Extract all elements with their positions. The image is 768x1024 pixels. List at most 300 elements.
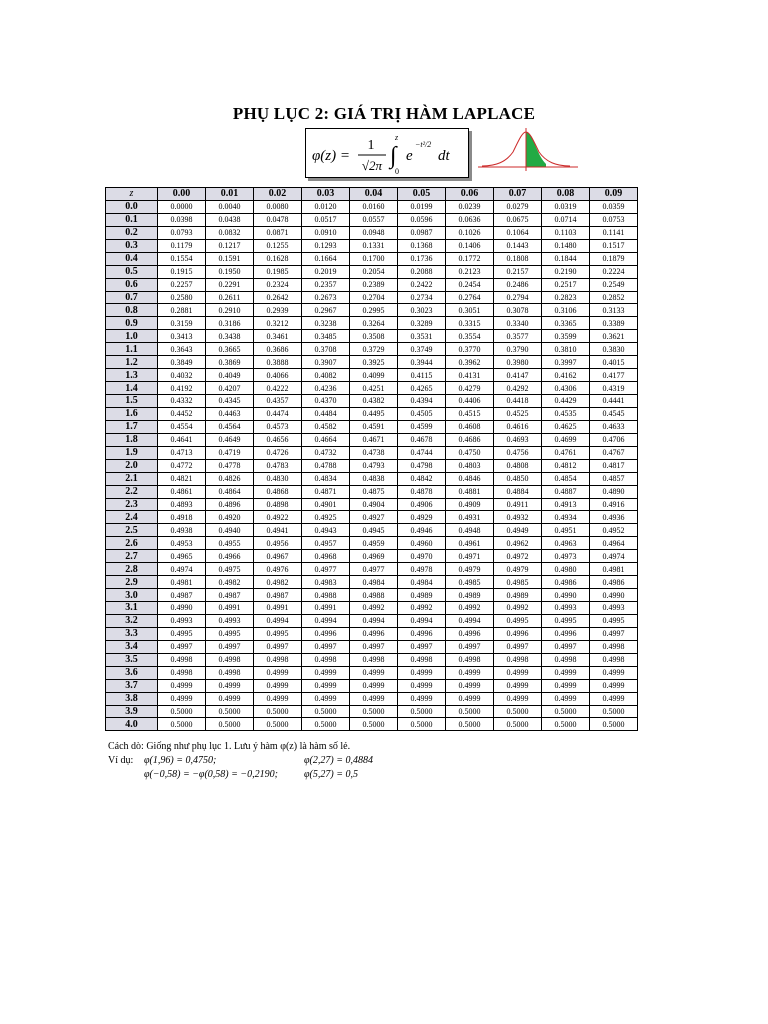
table-cell: 0.3438 (206, 330, 254, 343)
table-cell: 0.2549 (590, 278, 638, 291)
table-cell: 0.2910 (206, 304, 254, 317)
table-cell: 0.3389 (590, 317, 638, 330)
column-header: 0.07 (494, 188, 542, 201)
table-cell: 0.4616 (494, 420, 542, 433)
table-cell: 0.4857 (590, 472, 638, 485)
table-cell: 0.4649 (206, 433, 254, 446)
table-cell: 0.3485 (302, 330, 350, 343)
z-value-cell: 2.9 (106, 576, 158, 589)
table-cell: 0.4997 (398, 640, 446, 653)
table-cell: 0.0714 (542, 213, 590, 226)
table-cell: 0.4370 (302, 395, 350, 408)
table-cell: 0.4998 (254, 653, 302, 666)
table-cell: 0.1064 (494, 226, 542, 239)
table-cell: 0.4964 (590, 537, 638, 550)
table-cell: 0.5000 (446, 705, 494, 718)
table-cell: 0.3413 (158, 330, 206, 343)
table-cell: 0.2088 (398, 265, 446, 278)
table-cell: 0.4099 (350, 369, 398, 382)
z-value-cell: 2.6 (106, 537, 158, 550)
table-cell: 0.1985 (254, 265, 302, 278)
table-cell: 0.4793 (350, 459, 398, 472)
table-cell: 0.3830 (590, 343, 638, 356)
table-cell: 0.1950 (206, 265, 254, 278)
table-cell: 0.0080 (254, 200, 302, 213)
table-cell: 0.4998 (206, 653, 254, 666)
table-cell: 0.1217 (206, 239, 254, 252)
column-header: 0.05 (398, 188, 446, 201)
table-row (106, 602, 638, 615)
formula-lhs: φ(z) = (312, 148, 350, 164)
table-cell: 0.5000 (254, 705, 302, 718)
table-cell: 0.4997 (590, 627, 638, 640)
table-row (106, 356, 638, 369)
table-cell: 0.4999 (350, 679, 398, 692)
note-line (108, 740, 350, 754)
formula-exponent: −t²/2 (415, 140, 432, 149)
z-value-cell: 3.9 (106, 705, 158, 718)
table-cell: 0.3238 (302, 317, 350, 330)
table-cell: 0.4963 (542, 537, 590, 550)
z-value-cell: 1.7 (106, 420, 158, 433)
formula-numerator: 1 (367, 138, 375, 153)
table-cell: 0.4941 (254, 524, 302, 537)
table-cell: 0.4554 (158, 420, 206, 433)
table-cell: 0.4812 (542, 459, 590, 472)
example-2: φ(2,27) = 0,4884 (304, 755, 373, 766)
table-cell: 0.4998 (302, 653, 350, 666)
table-cell: 0.3159 (158, 317, 206, 330)
table-cell: 0.4265 (398, 382, 446, 395)
table-cell: 0.0239 (446, 200, 494, 213)
z-value-cell: 1.1 (106, 343, 158, 356)
table-cell: 0.4706 (590, 433, 638, 446)
table-cell: 0.4890 (590, 485, 638, 498)
table-cell: 0.4999 (542, 692, 590, 705)
table-cell: 0.4920 (206, 511, 254, 524)
table-cell: 0.4738 (350, 446, 398, 459)
table-cell: 0.2995 (350, 304, 398, 317)
table-cell: 0.3621 (590, 330, 638, 343)
table-cell: 0.4971 (446, 550, 494, 563)
table-cell: 0.4838 (350, 472, 398, 485)
integral-sign: ∫ (390, 143, 397, 169)
table-cell: 0.3289 (398, 317, 446, 330)
table-cell: 0.4131 (446, 369, 494, 382)
table-cell: 0.0000 (158, 200, 206, 213)
table-cell: 0.1480 (542, 239, 590, 252)
table-cell: 0.4821 (158, 472, 206, 485)
table-cell: 0.2852 (590, 291, 638, 304)
table-cell: 0.4981 (590, 563, 638, 576)
formula-denominator: √2π (361, 158, 383, 173)
table-cell: 0.2389 (350, 278, 398, 291)
table-cell: 0.4972 (494, 550, 542, 563)
table-cell: 0.4999 (350, 666, 398, 679)
table-row (106, 563, 638, 576)
table-cell: 0.4997 (446, 640, 494, 653)
table-cell: 0.4817 (590, 459, 638, 472)
table-cell: 0.4961 (446, 537, 494, 550)
table-cell: 0.5000 (254, 718, 302, 731)
table-cell: 0.4922 (254, 511, 302, 524)
table-cell: 0.4960 (398, 537, 446, 550)
table-cell: 0.4699 (542, 433, 590, 446)
table-cell: 0.4999 (494, 692, 542, 705)
table-cell: 0.0910 (302, 226, 350, 239)
table-cell: 0.4996 (542, 627, 590, 640)
table-cell: 0.4842 (398, 472, 446, 485)
table-cell: 0.4996 (302, 627, 350, 640)
table-cell: 0.0948 (350, 226, 398, 239)
table-cell: 0.2019 (302, 265, 350, 278)
z-value-cell: 0.5 (106, 265, 158, 278)
table-cell: 0.4999 (206, 692, 254, 705)
table-cell: 0.4992 (446, 602, 494, 615)
table-cell: 0.4993 (590, 602, 638, 615)
table-cell: 0.4985 (446, 576, 494, 589)
table-cell: 0.3106 (542, 304, 590, 317)
table-cell: 0.2486 (494, 278, 542, 291)
table-cell: 0.4236 (302, 382, 350, 395)
table-cell: 0.2224 (590, 265, 638, 278)
table-cell: 0.4656 (254, 433, 302, 446)
table-cell: 0.4995 (590, 614, 638, 627)
table-cell: 0.4998 (158, 666, 206, 679)
table-cell: 0.1700 (350, 252, 398, 265)
table-cell: 0.4938 (158, 524, 206, 537)
table-cell: 0.4985 (494, 576, 542, 589)
table-cell: 0.2794 (494, 291, 542, 304)
table-cell: 0.4998 (494, 653, 542, 666)
z-value-cell: 2.8 (106, 563, 158, 576)
table-cell: 0.4999 (206, 679, 254, 692)
table-cell: 0.2704 (350, 291, 398, 304)
table-cell: 0.4505 (398, 407, 446, 420)
table-cell: 0.4997 (350, 640, 398, 653)
z-value-cell: 1.9 (106, 446, 158, 459)
table-row (106, 537, 638, 550)
table-cell: 0.2357 (302, 278, 350, 291)
table-cell: 0.4911 (494, 498, 542, 511)
table-row (106, 407, 638, 420)
table-cell: 0.0636 (446, 213, 494, 226)
table-cell: 0.5000 (158, 718, 206, 731)
table-row (106, 433, 638, 446)
table-cell: 0.4992 (350, 602, 398, 615)
z-column-header: z (106, 188, 158, 201)
table-row (106, 640, 638, 653)
table-cell: 0.4783 (254, 459, 302, 472)
table-cell: 0.4999 (446, 679, 494, 692)
table-cell: 0.4222 (254, 382, 302, 395)
table-cell: 0.3340 (494, 317, 542, 330)
table-cell: 0.5000 (398, 705, 446, 718)
z-value-cell: 2.1 (106, 472, 158, 485)
table-cell: 0.4641 (158, 433, 206, 446)
table-cell: 0.4967 (254, 550, 302, 563)
table-cell: 0.4997 (158, 640, 206, 653)
table-cell: 0.4975 (206, 563, 254, 576)
table-cell: 0.4495 (350, 407, 398, 420)
table-cell: 0.4996 (446, 627, 494, 640)
table-row (106, 576, 638, 589)
z-value-cell: 1.6 (106, 407, 158, 420)
table-cell: 0.2673 (302, 291, 350, 304)
table-cell: 0.1255 (254, 239, 302, 252)
table-cell: 0.0438 (206, 213, 254, 226)
table-cell: 0.3264 (350, 317, 398, 330)
table-cell: 0.4535 (542, 407, 590, 420)
table-cell: 0.4986 (590, 576, 638, 589)
table-cell: 0.4357 (254, 395, 302, 408)
table-cell: 0.4949 (494, 524, 542, 537)
table-cell: 0.4925 (302, 511, 350, 524)
table-cell: 0.2580 (158, 291, 206, 304)
table-cell: 0.4994 (446, 614, 494, 627)
table-cell: 0.4999 (158, 679, 206, 692)
table-cell: 0.1026 (446, 226, 494, 239)
table-cell: 0.4999 (254, 679, 302, 692)
table-cell: 0.5000 (302, 718, 350, 731)
table-cell: 0.4808 (494, 459, 542, 472)
table-cell: 0.4066 (254, 369, 302, 382)
z-value-cell: 0.1 (106, 213, 158, 226)
table-cell: 0.4999 (542, 679, 590, 692)
table-cell: 0.2291 (206, 278, 254, 291)
table-row (106, 718, 638, 731)
table-cell: 0.4901 (302, 498, 350, 511)
table-row (106, 420, 638, 433)
z-value-cell: 3.1 (106, 602, 158, 615)
table-cell: 0.4970 (398, 550, 446, 563)
table-cell: 0.4999 (590, 679, 638, 692)
shaded-area (526, 132, 546, 167)
table-cell: 0.4993 (206, 614, 254, 627)
table-cell: 0.4515 (446, 407, 494, 420)
table-cell: 0.3686 (254, 343, 302, 356)
table-cell: 0.4999 (446, 666, 494, 679)
table-cell: 0.4147 (494, 369, 542, 382)
table-cell: 0.4881 (446, 485, 494, 498)
table-cell: 0.3315 (446, 317, 494, 330)
z-value-cell: 2.4 (106, 511, 158, 524)
table-cell: 0.0398 (158, 213, 206, 226)
table-cell: 0.4850 (494, 472, 542, 485)
column-header: 0.06 (446, 188, 494, 201)
table-cell: 0.4898 (254, 498, 302, 511)
table-cell: 0.4999 (542, 666, 590, 679)
table-cell: 0.4798 (398, 459, 446, 472)
table-cell: 0.4990 (590, 589, 638, 602)
table-cell: 0.3461 (254, 330, 302, 343)
table-cell: 0.1554 (158, 252, 206, 265)
table-cell: 0.4082 (302, 369, 350, 382)
table-cell: 0.4996 (350, 627, 398, 640)
table-cell: 0.4279 (446, 382, 494, 395)
table-cell: 0.4441 (590, 395, 638, 408)
table-cell: 0.1591 (206, 252, 254, 265)
table-cell: 0.4998 (350, 653, 398, 666)
table-cell: 0.4999 (302, 666, 350, 679)
table-cell: 0.4664 (302, 433, 350, 446)
table-cell: 0.2054 (350, 265, 398, 278)
table-row (106, 200, 638, 213)
table-cell: 0.4049 (206, 369, 254, 382)
table-cell: 0.4957 (302, 537, 350, 550)
table-cell: 0.4991 (302, 602, 350, 615)
table-cell: 0.4999 (590, 666, 638, 679)
table-cell: 0.4162 (542, 369, 590, 382)
table-cell: 0.2734 (398, 291, 446, 304)
table-cell: 0.3770 (446, 343, 494, 356)
table-cell: 0.4864 (206, 485, 254, 498)
table-cell: 0.0160 (350, 200, 398, 213)
table-cell: 0.4956 (254, 537, 302, 550)
table-row (106, 498, 638, 511)
table-cell: 0.4999 (254, 692, 302, 705)
table-row (106, 278, 638, 291)
table-cell: 0.4999 (398, 692, 446, 705)
table-cell: 0.4998 (158, 653, 206, 666)
table-cell: 0.4987 (254, 589, 302, 602)
table-cell: 0.4965 (158, 550, 206, 563)
table-row (106, 692, 638, 705)
z-value-cell: 1.0 (106, 330, 158, 343)
table-cell: 0.4946 (398, 524, 446, 537)
table-cell: 0.4999 (494, 666, 542, 679)
table-cell: 0.4997 (494, 640, 542, 653)
table-cell: 0.3869 (206, 356, 254, 369)
table-cell: 0.4955 (206, 537, 254, 550)
z-value-cell: 1.8 (106, 433, 158, 446)
table-cell: 0.3599 (542, 330, 590, 343)
table-cell: 0.4834 (302, 472, 350, 485)
table-cell: 0.4918 (158, 511, 206, 524)
table-cell: 0.4115 (398, 369, 446, 382)
table-cell: 0.2611 (206, 291, 254, 304)
table-cell: 0.5000 (494, 705, 542, 718)
z-value-cell: 0.6 (106, 278, 158, 291)
table-cell: 0.4989 (494, 589, 542, 602)
table-cell: 0.0517 (302, 213, 350, 226)
table-cell: 0.4846 (446, 472, 494, 485)
table-cell: 0.3643 (158, 343, 206, 356)
table-cell: 0.4980 (542, 563, 590, 576)
table-cell: 0.4861 (158, 485, 206, 498)
table-cell: 0.1664 (302, 252, 350, 265)
table-row (106, 627, 638, 640)
table-cell: 0.4887 (542, 485, 590, 498)
table-cell: 0.5000 (590, 718, 638, 731)
table-cell: 0.4974 (158, 563, 206, 576)
table-cell: 0.1179 (158, 239, 206, 252)
table-cell: 0.4999 (302, 679, 350, 692)
table-cell: 0.4418 (494, 395, 542, 408)
table-cell: 0.4893 (158, 498, 206, 511)
table-cell: 0.4995 (206, 627, 254, 640)
table-cell: 0.4998 (446, 653, 494, 666)
table-cell: 0.4207 (206, 382, 254, 395)
table-cell: 0.4382 (350, 395, 398, 408)
table-row (106, 317, 638, 330)
normal-curve-diagram (478, 126, 578, 172)
table-cell: 0.4936 (590, 511, 638, 524)
table-cell: 0.4878 (398, 485, 446, 498)
table-cell: 0.4929 (398, 511, 446, 524)
table-cell: 0.4772 (158, 459, 206, 472)
z-value-cell: 2.5 (106, 524, 158, 537)
z-value-cell: 3.5 (106, 653, 158, 666)
table-cell: 0.3665 (206, 343, 254, 356)
table-cell: 0.4997 (206, 640, 254, 653)
table-cell: 0.4871 (302, 485, 350, 498)
table-cell: 0.4981 (158, 576, 206, 589)
table-cell: 0.4962 (494, 537, 542, 550)
table-cell: 0.3907 (302, 356, 350, 369)
table-cell: 0.1331 (350, 239, 398, 252)
table-cell: 0.5000 (542, 718, 590, 731)
table-cell: 0.4934 (542, 511, 590, 524)
formula-differential: dt (438, 148, 450, 164)
z-value-cell: 2.0 (106, 459, 158, 472)
table-cell: 0.4564 (206, 420, 254, 433)
table-row (106, 330, 638, 343)
table-cell: 0.4671 (350, 433, 398, 446)
table-cell: 0.4394 (398, 395, 446, 408)
table-row (106, 226, 638, 239)
table-cell: 0.4996 (398, 627, 446, 640)
table-cell: 0.4989 (446, 589, 494, 602)
table-row (106, 304, 638, 317)
table-cell: 0.3577 (494, 330, 542, 343)
table-cell: 0.4993 (158, 614, 206, 627)
table-cell: 0.4999 (494, 679, 542, 692)
table-cell: 0.1808 (494, 252, 542, 265)
table-cell: 0.2881 (158, 304, 206, 317)
table-cell: 0.2939 (254, 304, 302, 317)
table-cell: 0.4952 (590, 524, 638, 537)
example-row-2 (108, 768, 358, 782)
table-cell: 0.1628 (254, 252, 302, 265)
table-cell: 0.4995 (542, 614, 590, 627)
column-header: 0.00 (158, 188, 206, 201)
z-value-cell: 1.2 (106, 356, 158, 369)
column-header: 0.04 (350, 188, 398, 201)
table-cell: 0.1772 (446, 252, 494, 265)
table-cell: 0.0120 (302, 200, 350, 213)
table-cell: 0.4767 (590, 446, 638, 459)
z-value-cell: 0.0 (106, 200, 158, 213)
z-value-cell: 4.0 (106, 718, 158, 731)
table-cell: 0.4525 (494, 407, 542, 420)
table-cell: 0.4192 (158, 382, 206, 395)
table-row (106, 679, 638, 692)
table-cell: 0.4999 (254, 666, 302, 679)
table-row (106, 239, 638, 252)
table-header-row (106, 188, 638, 201)
table-row (106, 524, 638, 537)
table-cell: 0.4994 (254, 614, 302, 627)
table-cell: 0.3925 (350, 356, 398, 369)
table-cell: 0.4306 (542, 382, 590, 395)
example-3: φ(−0,58) = −φ(0,58) = −0,2190; (144, 769, 278, 780)
table-cell: 0.4032 (158, 369, 206, 382)
table-cell: 0.0793 (158, 226, 206, 239)
formula-integrand: e (406, 148, 413, 164)
table-cell: 0.4992 (494, 602, 542, 615)
table-cell: 0.4948 (446, 524, 494, 537)
